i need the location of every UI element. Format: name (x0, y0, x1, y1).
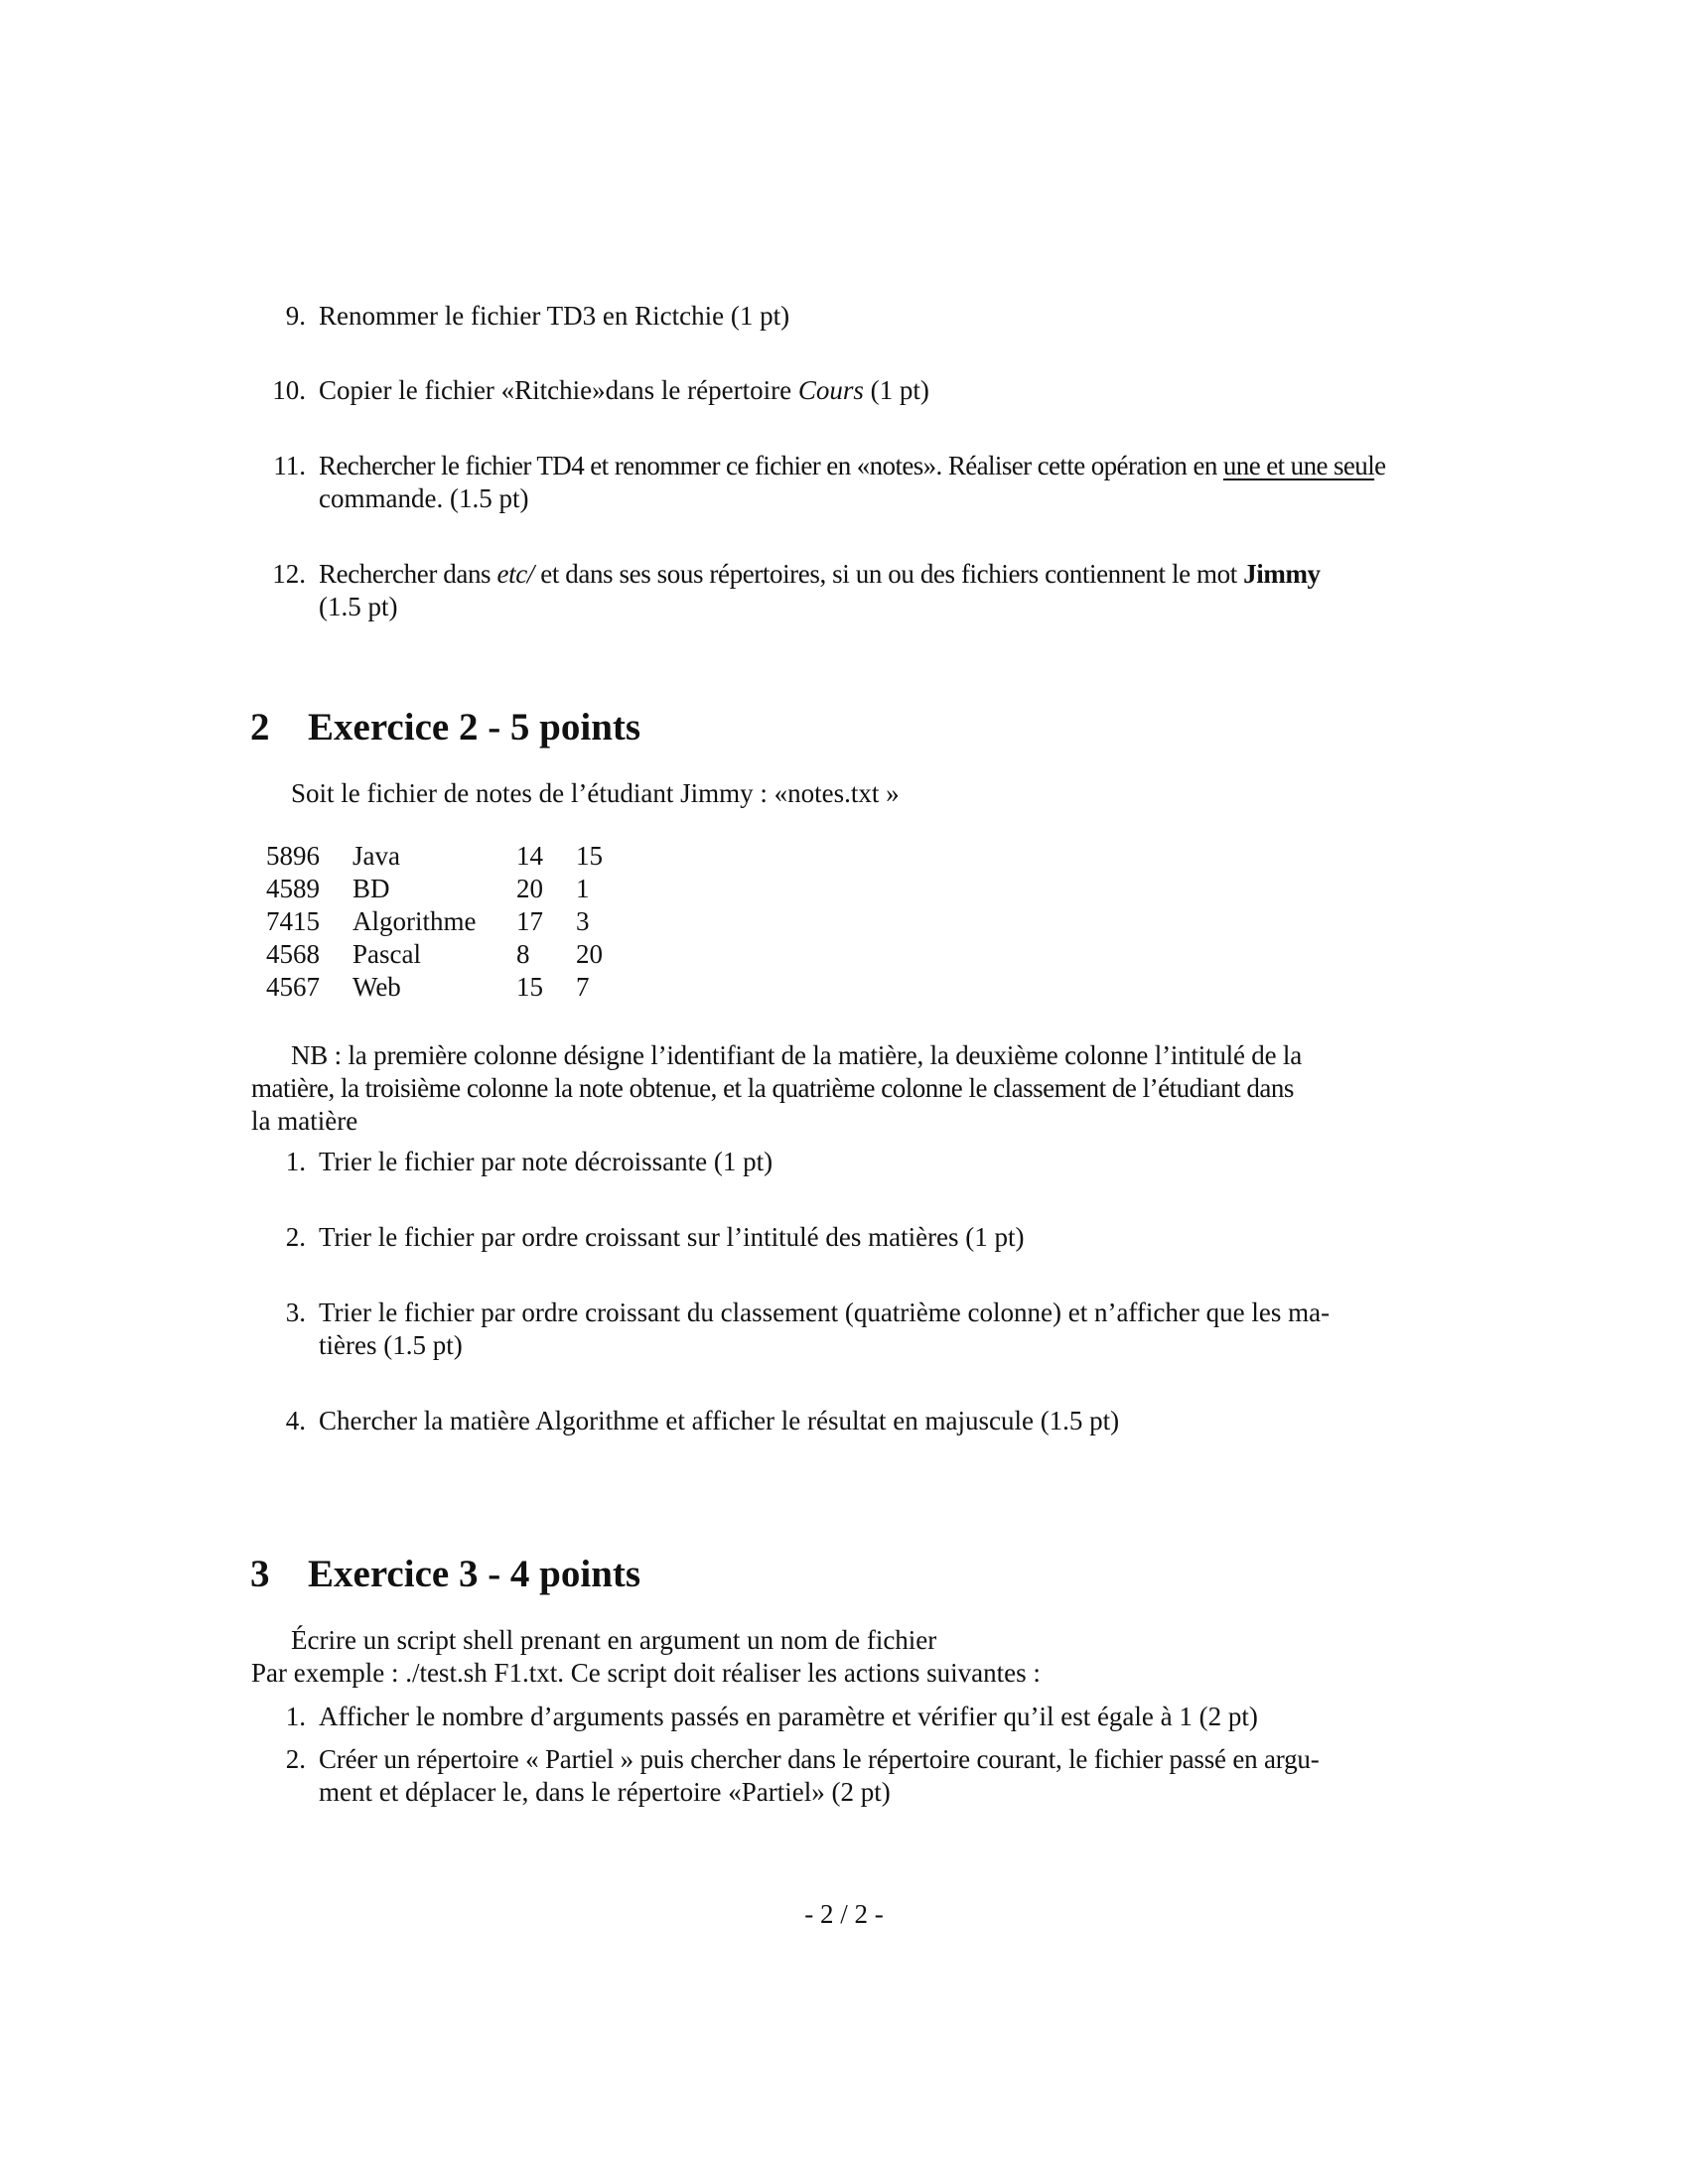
table-cell-subject: Web (352, 972, 401, 1002)
list-item-text: Renommer le fichier TD3 en Rictchie (1 pt) (319, 301, 790, 331)
list-item-number: 3. (285, 1297, 306, 1327)
nb-line: la matière (251, 1106, 358, 1136)
directory-name-cours: Cours (797, 375, 864, 405)
list-item-number: 9. (285, 301, 306, 331)
table-cell-subject: Algorithme (352, 906, 477, 936)
list-item-text-continued: ment et déplacer le, dans le répertoire «Partiel» (2 pt) (319, 1777, 891, 1807)
table-cell-subject: BD (352, 874, 390, 903)
section-heading: Exercice 2 - 5 points (308, 706, 641, 749)
list-item-text: Afficher le nombre d’arguments passés en paramètre et vérifier qu’il est égale à 1 (2 pt) (319, 1702, 1258, 1731)
list-item-number: 2. (285, 1222, 306, 1252)
directory-name-etc: etc/ (496, 559, 534, 589)
table-cell-rank: 1 (576, 874, 590, 903)
list-item-number: 4. (285, 1406, 306, 1435)
table-cell-rank: 15 (576, 841, 603, 871)
list-item-text: Rechercher dans etc/ et dans ses sous répertoires, si un ou des fichiers contiennent le mot Jimmy (319, 559, 1321, 589)
underlined-emphasis: une et une seul (1222, 451, 1375, 480)
section-number: 2 (250, 706, 270, 749)
list-item-number: 2. (285, 1744, 306, 1774)
list-item-number: 10. (272, 375, 306, 405)
table-cell-grade: 17 (516, 906, 543, 936)
intro-paragraph-line2: Par exemple : ./test.sh F1.txt. Ce script doit réaliser les actions suivantes : (251, 1658, 1041, 1688)
table-cell-id: 4589 (266, 874, 320, 903)
list-item-number: 11. (273, 451, 306, 480)
list-item-text: Trier le fichier par note décroissante (1 pt) (319, 1147, 774, 1176)
table-cell-grade: 20 (516, 874, 543, 903)
keyword-jimmy: Jimmy (1243, 559, 1321, 589)
table-cell-rank: 20 (576, 939, 603, 969)
section-heading: Exercice 3 - 4 points (308, 1553, 641, 1595)
table-cell-grade: 8 (516, 939, 530, 969)
list-item-text-continued: commande. (1.5 pt) (319, 483, 529, 513)
list-item-text: Trier le fichier par ordre croissant du classement (quatrième colonne) et n’afficher que les ma- (319, 1297, 1331, 1327)
table-cell-id: 7415 (266, 906, 320, 936)
table-cell-grade: 14 (516, 841, 543, 871)
nb-line: matière, la troisième colonne la note obtenue, et la quatrième colonne le classement de l’étudiant dans (251, 1073, 1294, 1103)
list-item-text: Rechercher le fichier TD4 et renommer ce fichier en «notes». Réaliser cette opération en une et une seule (319, 451, 1386, 480)
table-cell-subject: Java (352, 841, 400, 871)
table-cell-grade: 15 (516, 972, 543, 1002)
intro-paragraph: Écrire un script shell prenant en argument un nom de fichier (291, 1625, 937, 1655)
list-item-text: Copier le fichier «Ritchie»dans le répertoire Cours (1 pt) (319, 375, 929, 405)
list-item-text: Trier le fichier par ordre croissant sur l’intitulé des matières (1 pt) (319, 1222, 1025, 1252)
section-number: 3 (250, 1553, 270, 1595)
list-item-text: Créer un répertoire « Partiel » puis chercher dans le répertoire courant, le fichier passé en argu- (319, 1744, 1320, 1774)
intro-paragraph: Soit le fichier de notes de l’étudiant Jimmy : «notes.txt » (291, 778, 900, 808)
table-cell-rank: 3 (576, 906, 590, 936)
list-item-number: 12. (272, 559, 306, 589)
table-cell-id: 4567 (266, 972, 320, 1002)
list-item-text-continued: tières (1.5 pt) (319, 1330, 463, 1360)
list-item-text: Chercher la matière Algorithme et afficher le résultat en majuscule (1.5 pt) (319, 1406, 1120, 1435)
nb-line: NB : la première colonne désigne l’identifiant de la matière, la deuxième colonne l’intitulé de la (291, 1040, 1303, 1070)
table-cell-id: 5896 (266, 841, 320, 871)
list-item-text-continued: (1.5 pt) (319, 592, 398, 621)
page-number: - 2 / 2 - (804, 1899, 884, 1929)
table-cell-rank: 7 (576, 972, 590, 1002)
list-item-number: 1. (285, 1702, 306, 1731)
table-cell-subject: Pascal (352, 939, 421, 969)
list-item-number: 1. (285, 1147, 306, 1176)
table-cell-id: 4568 (266, 939, 320, 969)
